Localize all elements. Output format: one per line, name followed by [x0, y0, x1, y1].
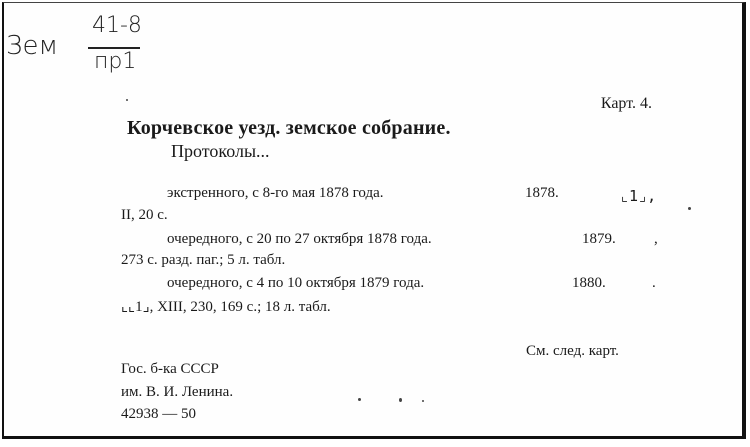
entry-1-collation: II, 20 с. — [121, 207, 168, 223]
scan-speck — [126, 99, 128, 101]
entry-3-collation: ⌞⌞1⌟, XIII, 230, 169 с.; 18 л. табл. — [121, 299, 331, 315]
entry-2-collation: 273 с. разд. паг.; 5 л. табл. — [121, 252, 286, 268]
entry-1-description: экстренного, с 8-го мая 1878 года. — [167, 185, 384, 201]
catalog-card — [2, 2, 746, 439]
card-subtitle: Протоколы... — [171, 141, 270, 161]
library-code: 42938 — 50 — [121, 406, 196, 422]
call-number-denominator: пр1 — [94, 49, 137, 74]
call-number-numerator: 41-8 — [92, 13, 142, 38]
card-number-label: Карт. 4. — [600, 95, 652, 112]
entry-3-year: 1880. — [572, 275, 606, 291]
entry-1-year: 1878. — [525, 185, 559, 201]
entry-2-year: 1879. — [582, 231, 616, 247]
see-next-card: См. след. карт. — [526, 343, 619, 359]
scan-speck — [358, 398, 361, 401]
entry-3-description: очередного, с 4 по 10 октября 1879 года. — [167, 275, 425, 291]
scan-speck — [688, 207, 691, 210]
library-dedication: им. В. И. Ленина. — [121, 384, 234, 400]
card-title: Корчевское уезд. земское собрание. — [127, 117, 451, 139]
entry-1-mark: ⌞1⌟, — [620, 187, 657, 205]
entry-3-mark: . — [652, 275, 656, 291]
scan-speck — [422, 400, 424, 402]
entry-2-mark: , — [654, 231, 658, 247]
scan-speck — [399, 398, 402, 402]
entry-2-description: очередного, с 20 по 27 октября 1878 года. — [167, 231, 432, 247]
call-number-prefix: Зем — [6, 31, 59, 61]
library-name: Гос. б-ка СССР — [121, 361, 219, 377]
